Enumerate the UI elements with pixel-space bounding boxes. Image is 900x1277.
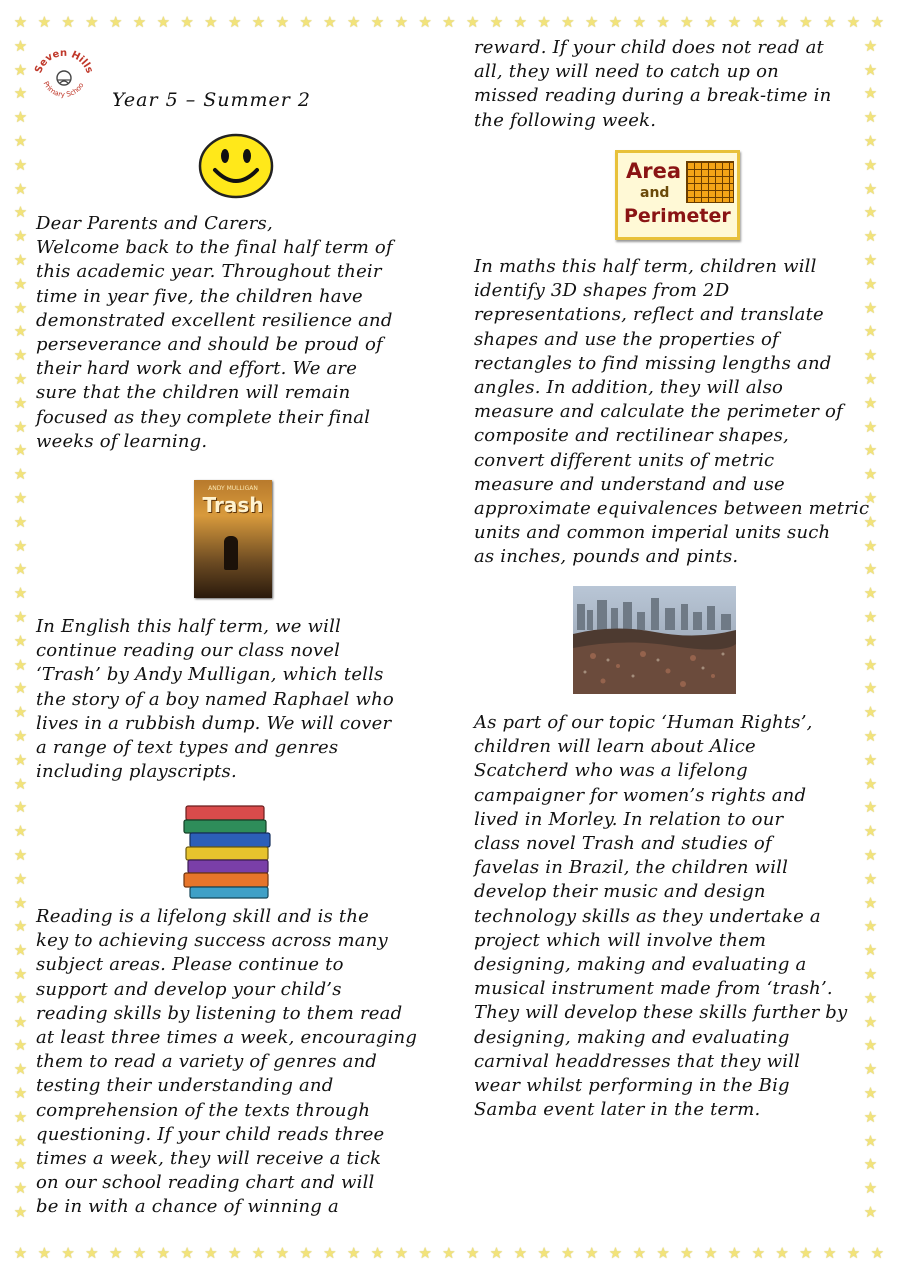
star-icon: ★ — [863, 988, 878, 1007]
star-icon: ★ — [561, 13, 575, 31]
star-icon: ★ — [751, 1244, 766, 1262]
star-icon: ★ — [863, 536, 878, 555]
star-icon: ★ — [346, 1244, 361, 1262]
topic-line: musical instrument made from ‘trash’. — [474, 978, 833, 1000]
star-icon: ★ — [863, 798, 878, 817]
star-icon: ★ — [13, 655, 28, 674]
star-icon: ★ — [275, 13, 290, 31]
star-icon: ★ — [863, 251, 878, 269]
maths-line: composite and rectilinear shapes, — [474, 425, 789, 447]
star-icon: ★ — [370, 1244, 385, 1262]
star-icon: ★ — [394, 1244, 409, 1262]
smiley-icon — [196, 132, 276, 200]
star-icon: ★ — [13, 679, 28, 698]
star-icon: ★ — [863, 227, 878, 246]
star-icon: ★ — [13, 941, 28, 960]
star-icon: ★ — [61, 1244, 75, 1262]
star-icon: ★ — [863, 298, 878, 317]
star-icon: ★ — [13, 251, 28, 269]
maths-line: measure and understand and use — [474, 473, 785, 495]
page-title: Year 5 – Summer 2 — [112, 89, 311, 111]
maths-line: angles. In addition, they will also — [474, 377, 784, 399]
reading-line: support and develop your child’s — [36, 978, 342, 1000]
intro-line: demonstrated excellent resilience and — [36, 309, 393, 331]
star-icon: ★ — [13, 36, 28, 55]
maths-line: convert different units of metric — [474, 449, 775, 471]
star-icon: ★ — [863, 727, 878, 745]
star-icon: ★ — [13, 608, 28, 626]
star-icon: ★ — [85, 13, 99, 31]
star-icon: ★ — [863, 822, 878, 841]
star-icon: ★ — [323, 1244, 337, 1262]
star-icon: ★ — [863, 917, 878, 936]
star-icon: ★ — [863, 203, 878, 222]
topic-line: lived in Morley. In relation to our — [474, 808, 784, 830]
english-line: In English this half term, we will — [36, 616, 342, 637]
star-icon: ★ — [863, 560, 878, 579]
star-icon: ★ — [863, 417, 878, 436]
maths-line: identify 3D shapes from 2D — [474, 280, 730, 302]
star-icon: ★ — [442, 1244, 456, 1262]
star-icon: ★ — [13, 1060, 28, 1079]
star-icon: ★ — [13, 727, 28, 745]
star-icon: ★ — [561, 1244, 575, 1262]
topic-line: Samba event later in the term. — [474, 1099, 761, 1121]
topic-line: designing, making and evaluating a — [474, 954, 807, 976]
star-icon: ★ — [863, 1084, 878, 1102]
reading-line: Reading is a lifelong skill and is the — [36, 906, 369, 927]
star-icon: ★ — [180, 1244, 194, 1262]
star-icon: ★ — [251, 1244, 266, 1262]
star-icon: ★ — [863, 774, 878, 793]
school-logo-sub: Primary Schoo — [41, 80, 86, 99]
star-icon: ★ — [13, 132, 28, 150]
star-icon: ★ — [13, 441, 28, 460]
star-icon: ★ — [799, 1244, 813, 1262]
star-icon: ★ — [632, 13, 647, 31]
star-icon: ★ — [299, 13, 313, 31]
topic-line: carnival headdresses that they will — [474, 1050, 801, 1072]
star-icon: ★ — [13, 1107, 28, 1126]
star-icon: ★ — [863, 1060, 878, 1079]
intro-line: their hard work and effort. We are — [36, 358, 358, 380]
reading-line: times a week, they will receive a tick — [36, 1148, 382, 1170]
trash-book-cover — [194, 480, 272, 598]
topic-line: designing, making and evaluating — [474, 1026, 790, 1048]
star-icon: ★ — [863, 441, 878, 460]
star-icon: ★ — [132, 1244, 147, 1262]
star-icon: ★ — [863, 512, 878, 531]
star-icon: ★ — [703, 1244, 718, 1262]
star-icon: ★ — [863, 631, 878, 650]
star-icon: ★ — [85, 1244, 99, 1262]
star-icon: ★ — [13, 536, 28, 555]
star-icon: ★ — [863, 750, 878, 769]
star-icon: ★ — [863, 584, 878, 603]
area-perimeter-logo — [615, 150, 740, 240]
topic-line: children will learn about Alice — [474, 736, 756, 758]
star-icon: ★ — [13, 60, 28, 79]
reading-line: questioning. If your child reads three — [36, 1123, 385, 1145]
maths-paragraph — [474, 255, 869, 570]
star-icon: ★ — [863, 1179, 878, 1198]
intro-line: focused as they complete their final — [36, 406, 371, 428]
topic-line: campaigner for women’s rights and — [474, 784, 807, 806]
star-icon: ★ — [863, 179, 878, 198]
star-icon: ★ — [13, 13, 28, 31]
reading-line: at least three times a week, encouraging — [36, 1027, 418, 1049]
maths-line: units and common imperial units such — [474, 522, 831, 544]
boy-silhouette — [224, 536, 238, 570]
star-icon: ★ — [204, 1244, 218, 1262]
reading-line: be in with a chance of winning a — [36, 1196, 339, 1218]
star-icon: ★ — [13, 1155, 28, 1174]
star-icon: ★ — [13, 298, 28, 317]
topic-line: class novel Trash and studies of — [474, 833, 772, 855]
star-icon: ★ — [870, 13, 885, 31]
star-icon: ★ — [13, 917, 28, 936]
star-icon: ★ — [775, 13, 789, 31]
star-icon: ★ — [799, 13, 813, 31]
star-icon: ★ — [299, 1244, 313, 1262]
intro-line: time in year five, the children have — [36, 285, 363, 307]
star-icon: ★ — [13, 346, 28, 365]
star-icon: ★ — [13, 417, 28, 436]
star-icon: ★ — [584, 1244, 599, 1262]
star-icon: ★ — [489, 1244, 504, 1262]
star-icon: ★ — [418, 13, 432, 31]
star-icon: ★ — [822, 1244, 837, 1262]
reading-line: testing their understanding and — [36, 1075, 334, 1097]
topic-line: technology skills as they undertake a — [474, 905, 821, 927]
star-icon: ★ — [680, 13, 694, 31]
star-icon: ★ — [13, 965, 28, 983]
star-icon: ★ — [863, 465, 878, 484]
english-line: lives in a rubbish dump. We will cover — [36, 712, 392, 734]
star-icon: ★ — [863, 370, 878, 388]
star-icon: ★ — [13, 1179, 28, 1198]
star-icon: ★ — [608, 13, 623, 31]
star-icon: ★ — [863, 274, 878, 293]
school-logo — [30, 40, 98, 108]
star-icon: ★ — [863, 322, 878, 341]
star-icon: ★ — [13, 774, 28, 793]
star-icon: ★ — [13, 322, 28, 341]
star-icon: ★ — [608, 1244, 623, 1262]
star-icon: ★ — [418, 1244, 432, 1262]
star-icon: ★ — [727, 13, 742, 31]
star-icon: ★ — [13, 631, 28, 650]
topic-line: develop their music and design — [474, 881, 766, 903]
star-icon: ★ — [13, 227, 28, 246]
star-icon: ★ — [13, 893, 28, 912]
star-icon: ★ — [13, 846, 28, 864]
star-icon: ★ — [727, 1244, 742, 1262]
maths-line: measure and calculate the perimeter of — [474, 401, 843, 423]
star-icon: ★ — [394, 13, 409, 31]
english-line: the story of a boy named Raphael who — [36, 688, 394, 710]
star-icon: ★ — [13, 988, 28, 1007]
english-line: including playscripts. — [36, 761, 237, 783]
star-icon: ★ — [846, 13, 861, 31]
reading-line: them to read a variety of genres and — [36, 1051, 378, 1073]
star-icon: ★ — [513, 1244, 528, 1262]
reading-line: subject areas. Please continue to — [36, 954, 344, 976]
star-icon: ★ — [465, 13, 480, 31]
star-icon: ★ — [863, 679, 878, 698]
reward-line: reward. If your child does not read at — [474, 37, 824, 58]
star-icon: ★ — [13, 203, 28, 222]
star-icon: ★ — [132, 13, 147, 31]
topic-line: They will develop these skills further by — [474, 1002, 848, 1024]
star-icon: ★ — [870, 1244, 885, 1262]
reward-line: the following week. — [474, 109, 657, 131]
maths-line: representations, reflect and translate — [474, 304, 824, 326]
grid-icon — [686, 161, 734, 203]
star-icon: ★ — [632, 1244, 647, 1262]
star-icon: ★ — [13, 274, 28, 293]
star-icon: ★ — [227, 1244, 242, 1262]
maths-line: rectangles to find missing lengths and — [474, 352, 832, 374]
star-icon: ★ — [863, 108, 878, 127]
area-logo-line1: Area — [626, 159, 682, 183]
star-icon: ★ — [13, 703, 28, 722]
star-icon: ★ — [13, 560, 28, 579]
star-icon: ★ — [863, 346, 878, 365]
star-icon: ★ — [180, 13, 194, 31]
reading-line: key to achieving success across many — [36, 930, 388, 952]
stack-of-books-icon — [180, 802, 275, 900]
star-icon: ★ — [13, 1036, 28, 1055]
reading-line: on our school reading chart and will — [36, 1172, 375, 1194]
book-title: Trash — [202, 493, 264, 517]
star-icon: ★ — [13, 155, 28, 174]
sun-icon — [57, 71, 71, 85]
star-icon: ★ — [465, 1244, 480, 1262]
topic-line: As part of our topic ‘Human Rights’, — [474, 712, 813, 733]
star-icon: ★ — [863, 1107, 878, 1126]
star-icon: ★ — [703, 13, 718, 31]
star-icon: ★ — [656, 13, 670, 31]
star-icon: ★ — [489, 13, 504, 31]
book-author: ANDY MULLIGAN — [208, 485, 258, 492]
star-icon: ★ — [863, 655, 878, 674]
star-icon: ★ — [204, 13, 218, 31]
star-icon: ★ — [13, 750, 28, 769]
maths-line: In maths this half term, children will — [474, 256, 817, 277]
maths-line: approximate equivalences between metric — [474, 498, 870, 520]
intro-line: sure that the children will remain — [36, 382, 351, 404]
star-icon: ★ — [13, 1012, 28, 1031]
reward-line: missed reading during a break-time in — [474, 85, 832, 107]
star-icon: ★ — [863, 893, 878, 912]
star-icon: ★ — [13, 584, 28, 603]
star-icon: ★ — [13, 370, 28, 388]
reward-line: all, they will need to catch up on — [474, 61, 779, 83]
star-icon: ★ — [863, 1203, 878, 1221]
star-icon: ★ — [13, 1131, 28, 1150]
star-icon: ★ — [13, 1244, 28, 1262]
area-logo-line2: and — [640, 185, 670, 201]
star-icon: ★ — [13, 1084, 28, 1102]
star-icon: ★ — [822, 13, 837, 31]
school-logo-name: Seven Hills — [33, 47, 95, 75]
topic-line: project which will involve them — [474, 929, 767, 951]
star-icon: ★ — [275, 1244, 290, 1262]
star-icon: ★ — [13, 179, 28, 198]
intro-line: Welcome back to the final half term of — [36, 237, 393, 259]
star-icon: ★ — [863, 965, 878, 983]
english-paragraph — [36, 615, 394, 784]
star-icon: ★ — [13, 822, 28, 841]
star-icon: ★ — [13, 798, 28, 817]
star-icon: ★ — [227, 13, 242, 31]
star-icon: ★ — [37, 13, 52, 31]
intro-line: perseverance and should be proud of — [36, 334, 383, 356]
area-logo-line3: Perimeter — [624, 205, 731, 227]
reward-paragraph — [474, 36, 831, 133]
star-icon: ★ — [13, 489, 28, 507]
star-icon: ★ — [656, 1244, 670, 1262]
star-icon: ★ — [513, 13, 528, 31]
topic-paragraph — [474, 711, 847, 1122]
star-icon: ★ — [775, 1244, 789, 1262]
star-icon: ★ — [863, 1131, 878, 1150]
star-icon: ★ — [13, 393, 28, 412]
star-icon: ★ — [863, 489, 878, 507]
star-icon: ★ — [863, 703, 878, 722]
intro-line: weeks of learning. — [36, 430, 208, 452]
topic-line: Scatcherd who was a lifelong — [474, 760, 748, 782]
star-icon: ★ — [863, 941, 878, 960]
star-icon: ★ — [370, 13, 385, 31]
star-icon: ★ — [61, 13, 75, 31]
star-icon: ★ — [751, 13, 766, 31]
reading-line: comprehension of the texts through — [36, 1099, 371, 1121]
topic-line: wear whilst performing in the Big — [474, 1075, 790, 1097]
star-icon: ★ — [108, 13, 123, 31]
english-line: ‘Trash’ by Andy Mulligan, which tells — [36, 664, 384, 686]
star-icon: ★ — [13, 869, 28, 888]
star-icon: ★ — [846, 1244, 861, 1262]
star-icon: ★ — [863, 608, 878, 626]
star-icon: ★ — [863, 846, 878, 864]
intro-line: this academic year. Throughout their — [36, 261, 382, 283]
star-icon: ★ — [863, 132, 878, 150]
rubbish-dump-photo — [573, 586, 736, 694]
maths-line: as inches, pounds and pints. — [474, 546, 739, 568]
star-icon: ★ — [584, 13, 599, 31]
star-icon: ★ — [863, 1155, 878, 1174]
star-icon: ★ — [863, 1036, 878, 1055]
intro-line: Dear Parents and Carers, — [36, 213, 273, 234]
reading-paragraph — [36, 905, 417, 1220]
star-icon: ★ — [108, 1244, 123, 1262]
star-icon: ★ — [13, 84, 28, 103]
star-icon: ★ — [863, 155, 878, 174]
star-icon: ★ — [442, 13, 456, 31]
star-icon: ★ — [156, 1244, 171, 1262]
star-icon: ★ — [13, 512, 28, 531]
star-icon: ★ — [13, 465, 28, 484]
star-icon: ★ — [863, 1012, 878, 1031]
star-icon: ★ — [863, 84, 878, 103]
topic-line: favelas in Brazil, the children will — [474, 857, 789, 879]
english-line: continue reading our class novel — [36, 640, 341, 662]
intro-paragraph — [36, 212, 393, 454]
star-icon: ★ — [863, 393, 878, 412]
star-icon: ★ — [537, 1244, 551, 1262]
reading-line: reading skills by listening to them read — [36, 1002, 403, 1024]
maths-line: shapes and use the properties of — [474, 328, 779, 350]
star-icon: ★ — [13, 1203, 28, 1221]
star-icon: ★ — [13, 108, 28, 127]
star-icon: ★ — [680, 1244, 694, 1262]
star-icon: ★ — [863, 36, 878, 55]
star-icon: ★ — [251, 13, 266, 31]
star-icon: ★ — [323, 13, 337, 31]
star-icon: ★ — [537, 13, 551, 31]
star-icon: ★ — [156, 13, 171, 31]
english-line: a range of text types and genres — [36, 737, 339, 759]
star-icon: ★ — [863, 869, 878, 888]
star-icon: ★ — [863, 60, 878, 79]
star-icon: ★ — [346, 13, 361, 31]
star-icon: ★ — [37, 1244, 52, 1262]
